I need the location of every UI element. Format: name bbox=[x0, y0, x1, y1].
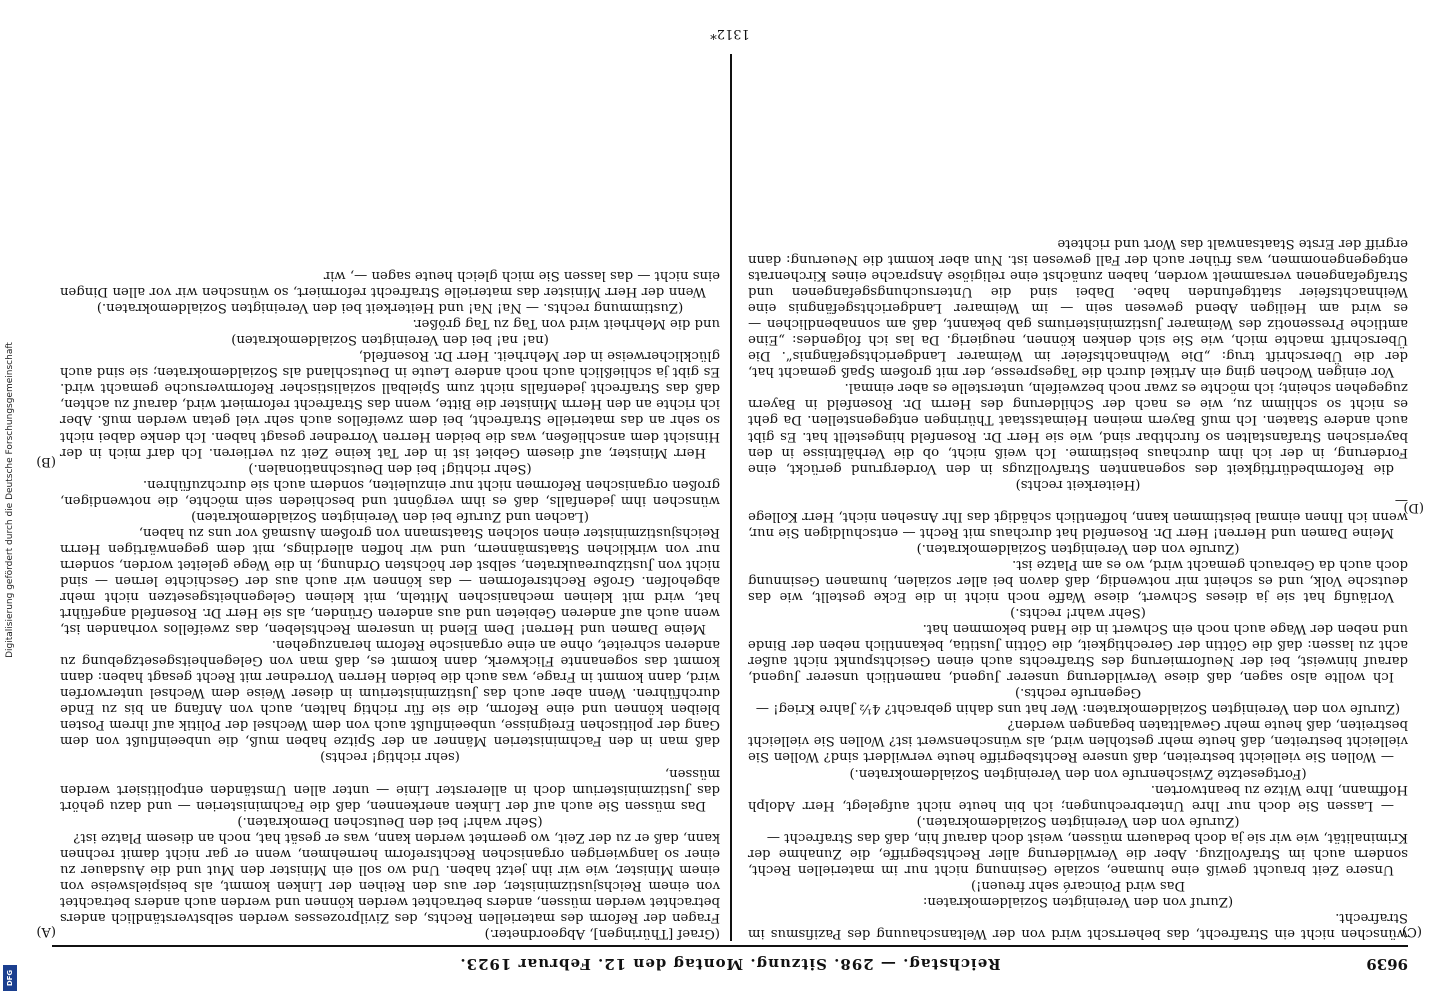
paragraph: die Reformbedürftigkeit des sogenannten Strafvollzugs in den Vordergrund gerückt, eine Forderung, in der ich ihm durchaus beistimme. Ich weiß nicht, ob die Verhältnisse in den bayerischen Strafanstalten so furchtbar sind, wie sie Herr Dr. Rosenfeld hingestellt hat. Es gibt auch andere Staaten. Ich muß Bayern meinen Heimatsstaat Thüringen entgegenstellen. Da geht es nicht so schlimm zu, wie es nach der Schilderung des Herrn Dr. Rosenfeld in Bayern zugegehen scheint; ich möchte es zwar noch bezweifeln, unterstelle es aber einmal. bbox=[748, 380, 1408, 476]
digitization-note bbox=[0, 0, 20, 1000]
paragraph: (Zurufe von den Vereinigten Sozialdemokraten.) bbox=[916, 813, 1240, 829]
paragraph: Fragen der Reform des materiellen Rechts, des Zivilprozesses werden selbstverständlich anders betrachtet werden müssen, anders betrachtet werden können und werden auch anders betrachtet von einem Reichsjustizminister, der aus den Reihen der Linken kommt, als beispielsweise von einem Minister, wie wir ihn jetzt haben. Und wo soll ein Minister den Mut und die Ausdauer zu einer so langwierigen organischen Rechtsreform hernehmen, wenn er gar nicht damit rechnen kann, daß er zu der Zeit, wo geerntet werden kann, was er gesät hat, noch an diesem Platze ist? bbox=[60, 829, 720, 925]
paragraph: und die Mehrheit wird von Tag zu Tag größer. bbox=[412, 316, 720, 332]
paragraph: Das wird Poincaré sehr freuen!) bbox=[970, 877, 1186, 893]
paragraph: (Zurufe von den Vereinigten Sozialdemokraten.) bbox=[916, 540, 1240, 556]
paragraph: (na! na! bei den Vereinigten Sozialdemokraten) bbox=[231, 332, 549, 348]
paragraph: (Zurufe von den Vereinigten Sozialdemokraten: Wer hat uns dahin gebracht? 4½ Jahre Krieg! — Gegenrufe rechts.) bbox=[755, 685, 1401, 717]
margin-marker-c: (C) bbox=[1401, 924, 1422, 939]
margin-marker-a: (A) bbox=[36, 924, 56, 939]
paragraph: Wenn der Herr Minister das materielle Strafrecht reformiert, so wünschen wir vor allen Dingen eins nicht — das lassen Sie mich gleich heute sagen —, wir bbox=[60, 268, 720, 300]
column-divider bbox=[730, 54, 732, 941]
paragraph: Meine Damen und Herren! Dem Elend in unserem Rechtsleben, das zweifellos vorhanden ist, wenn auch auf anderen Gebieten und aus anderen Gründen, als sie Herr Dr. Rosenfeld angeführt hat, wird mit kleinen mechanischen Mitteln, mit kleinen Gelegenheitsgesetzen nicht mehr abgeholfen. Große Rechtsreformen — das können wir auch aus der Geschichte lernen — sind nicht von Justizbureaukraten, selbst der höchsten Ordnung, in die Wege geleitet worden, sondern nur von wirklichen Staatsmännern, und wir hoffen allerdings, mit dem gegenwärtigen Herrn Reichsjustizminister einen solchen Staatsmann von großem Ausmaß vor uns zu haben, bbox=[60, 524, 720, 637]
page-header bbox=[52, 945, 1408, 977]
paragraph: wünschen nicht ein Strafrecht, das beherrscht wird von der Weltanschauung des Pazifismus im Strafrecht. bbox=[748, 909, 1408, 941]
running-title: Reichstag. — 298. Sitzung. Montag den 12. Februar 1923. bbox=[459, 955, 1001, 973]
paragraph: (Heiterkeit rechts) bbox=[1015, 476, 1141, 492]
paragraph: (Sehr wahr! bei den Deutschen Demokraten.) bbox=[237, 813, 543, 829]
text-column-left bbox=[748, 54, 1408, 941]
paragraph: Herr Minister, auf diesem Gebiet ist in der Tat keine Zeit zu verlieren. Ich darf mich in der Hinsicht dem anschließen, was die beiden Herren Vorredner gesagt haben. Ich denke dabei nicht so sehr an das materielle Strafrecht, bei dem zweifellos auch sehr viel getan werden muß. Aber ich richte an den Herrn Minister die Bitte, wenn das Strafrecht reformiert wird, darauf zu achten, daß das Strafrecht jedenfalls nicht zum Spielball sozialistischer Reformversuche gemacht wird. Es gibt ja schließlich auch noch andere Leute in Deutschland als Sozialdemokraten; sie sind auch glücklicherweise in der Mehrheit. Herr Dr. Rosenfeld, bbox=[60, 348, 720, 460]
paragraph: (Sehr wahr! rechts.) bbox=[1010, 605, 1146, 621]
paragraph: — Wollen Sie vielleicht bestreiten, daß unsere Rechtsbegriffe heute verwildert sind? Wollen Sie vielleicht bestreiten, daß heute mehr gestohlen wird, als wünschenswert ist? Wollen Sie vielleicht bestreiten, daß heute mehr Gewalttaten begangen werden? bbox=[748, 717, 1408, 765]
scanned-page bbox=[36, 20, 1424, 985]
digitization-note-text: Digitalisierung gefördert durch die Deutsche Forschungsgemeinschaft bbox=[5, 342, 15, 658]
paragraph: Ich wollte also sagen, daß diese Verwilderung unserer Jugend, namentlich unserer Jugend, darauf hinweist, bei der Neuformierung des Strafrechts auch einen Gesichtspunkt nicht außer acht zu lassen: daß die Göttin der Gerechtigkeit, die Göttin Justitia, bekanntlich neben der Binde und neben der Wage auch noch ein Schwert in die Hand bekommen hat. bbox=[748, 621, 1408, 685]
paragraph: (Fortgesetzte Zwischenrufe von den Vereinigten Sozialdemokraten.) bbox=[849, 765, 1307, 781]
paragraph: (Sehr richtig! bei den Deutschnationalen.) bbox=[248, 460, 532, 476]
paragraph: Unsere Zeit braucht gewiß eine humane, soziale Gesinnung nicht nur im materiellen Recht, sondern auch im Strafvollzug. Aber die Verwilderung aller Rechtsbegriffe, die Zunahme der Kriminalität, wie wir sie ja doch bedauern müssen, weist doch darauf hin, daß das Strafrecht — bbox=[748, 829, 1408, 877]
paragraph: (Zuruf von den Vereinigten Sozialdemokraten: bbox=[922, 893, 1234, 909]
margin-marker-d: (D) bbox=[1403, 500, 1424, 515]
dfg-logo-text: DFG bbox=[6, 969, 14, 987]
page-number: 9639 bbox=[1366, 955, 1408, 973]
paragraph: — Lassen Sie doch nur Ihre Unterbrechungen; ich bin heute nicht aufgelegt, Herr Adolph Hoffmann, Ihre Witze zu beantworten. bbox=[748, 781, 1408, 813]
paragraph: daß man in den Fachministerien Männer an der Spitze haben muß, die unbeeinflußt von dem Gang der politischen Ereignisse, unbeeinflußt auch von dem Wechsel der Politik auf ihrem Posten bleiben können und eine Reform, die sie für richtig halten, auch von Anfang an bis zu Ende durchführen. Wenn aber auch das Justizministerium in dieser Weise dem Wechsel unterworfen wird, dann kommt in Frage, was auch die beiden Herren Vorredner mit Recht gesagt haben: dann kommt das sogenannte Flickwerk, dann kommt es, daß man von Gelegenheitsgesetzgebung zu anderen schreitet, ohne an eine organische Reform heranzugehen. bbox=[60, 637, 720, 749]
margin-marker-b: (B) bbox=[36, 454, 56, 469]
paragraph: (sehr richtig! rechts) bbox=[320, 749, 460, 765]
paragraph: wünschen ihm jedenfalls, daß es ihm vergönnt und beschieden sein möchte, die notwendigen, großen organischen Reformen nicht nur einzuleiten, sondern auch sie durchzuführen. bbox=[60, 476, 720, 508]
paragraph: Vorläufig hat sie ja dieses Schwert, diese Waffe noch nicht in die Ecke gestellt, wie das deutsche Volk, und es scheint mir notwendig, daß davon bei aller sozialen, humanen Gesinnung doch auch da Gebrauch gemacht wird, wo es am Platze ist. bbox=[748, 556, 1408, 605]
text-column-right bbox=[60, 54, 720, 941]
paragraph: (Lachen und Zurufe bei den Vereinigten Sozialdemokraten) bbox=[191, 508, 589, 524]
paragraph: Meine Damen und Herren! Herr Dr. Rosenfeld hat durchaus mit Recht — entschuldigen Sie nur, wenn ich Ihnen einmal beistimmen kann, hoffentlich schädigt das Ihr Ansehen nicht, Herr Kollege — bbox=[748, 492, 1408, 540]
paragraph: Das müssen Sie auch auf der Linken anerkennen, daß die Fachministerien — und dazu gehört das Justizministerium doch in allererster Linie — unter allen Umständen entpolitisiert werden müssen, bbox=[60, 765, 720, 813]
paragraph: (Graef [Thüringen], Abgeordneter.) bbox=[484, 926, 720, 941]
dfg-logo bbox=[3, 965, 17, 991]
signature-mark: 1312* bbox=[710, 26, 750, 41]
paragraph: Vor einigen Wochen ging ein Artikel durch die Tagespresse, der mit großem Spaß gemacht hat, der die Überschrift trug: „Die Weihnachtsfeier im Weimarer Landgerichtsgefängnis“. Die Überschrift machte mich, wie Sie sich denken können, neugierig. Da las ich folgendes: „Eine amtliche Pressenotiz des Weimarer Justizministeriums gab bekannt, daß am sonnabendlichen — es wird am Heiligen Abend gewesen sein — im Weimarer Landgerichtsgefängnis eine Weihnachtsfeier stattgefunden habe. Dabei sind die Untersuchungsgefangenen und Strafgefangenen versammelt worden, haben zunächst eine religiöse Ansprache eines Kirchenrats entgegengenommen, was früher auch der Fall gewesen ist. Nun aber kommt die Neuerung: dann ergriff der Erste Staatsanwalt das Wort und richtete bbox=[748, 235, 1408, 380]
paragraph: (Zustimmung rechts. — Na! Na! und Heiterkeit bei den Vereinigten Sozialdemokraten.) bbox=[96, 300, 684, 316]
